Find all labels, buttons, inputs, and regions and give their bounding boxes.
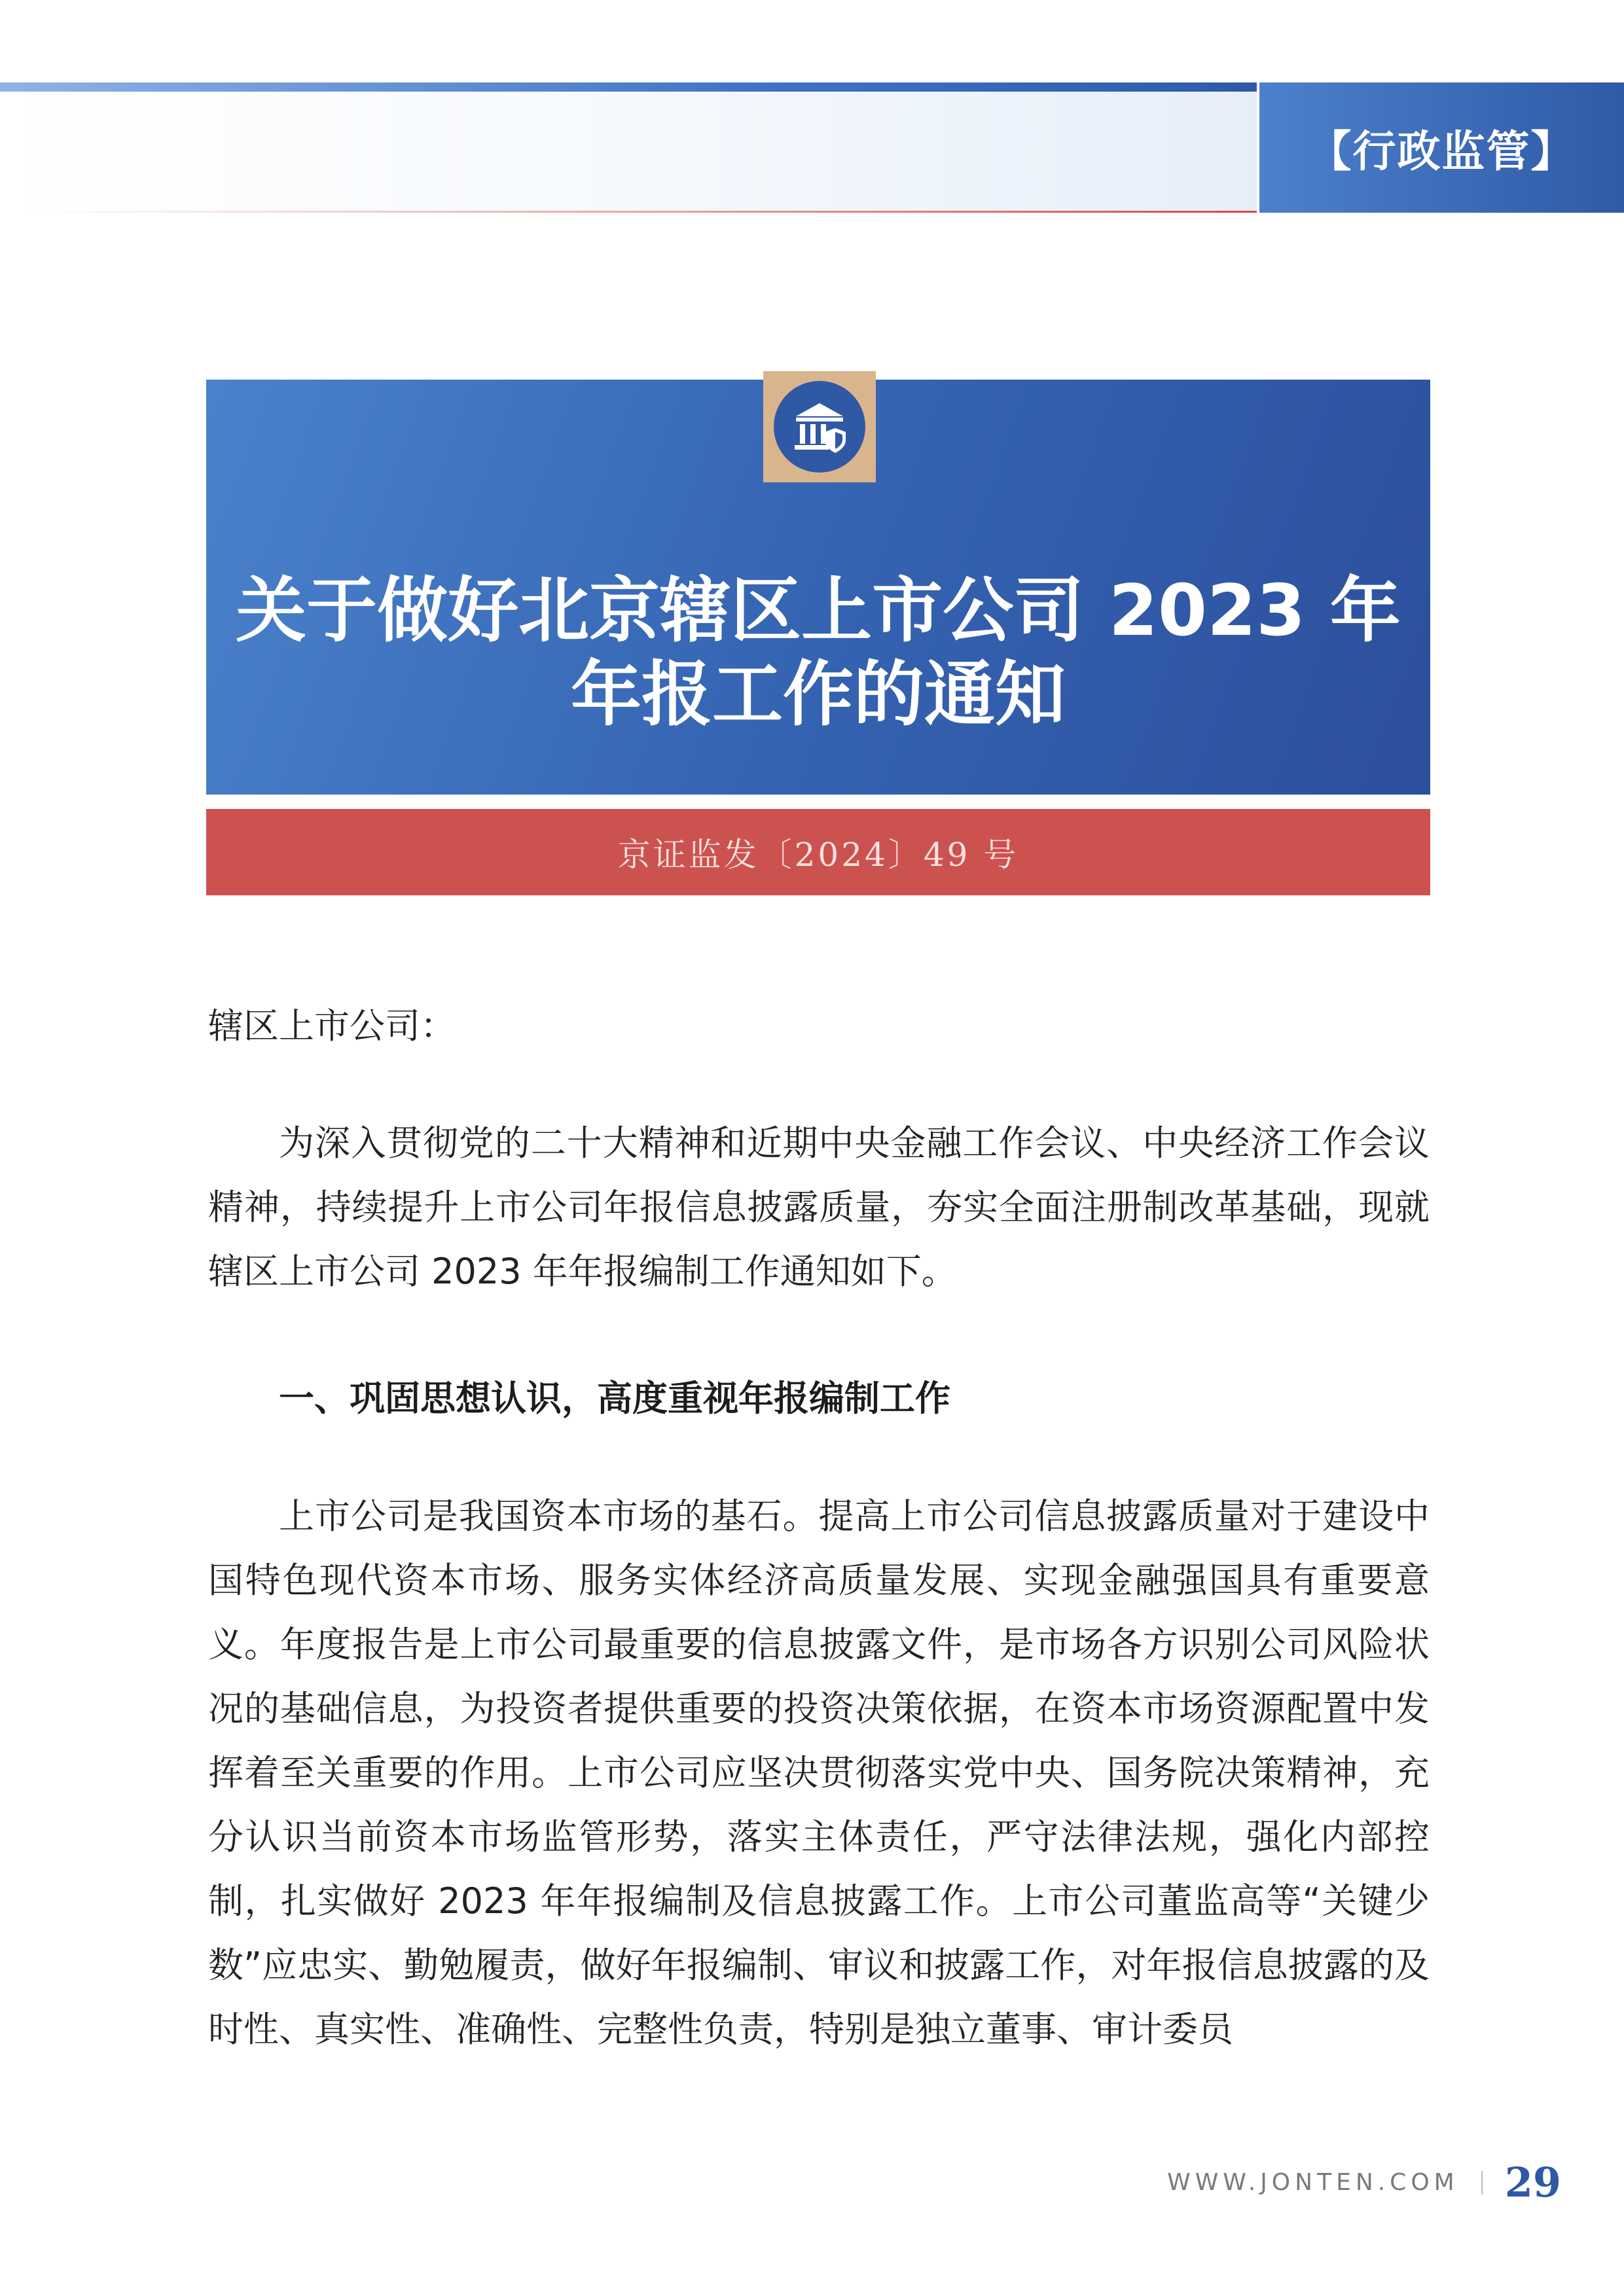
page-number: 29 (1504, 2159, 1561, 2206)
paragraph-section-1: 上市公司是我国资本市场的基石。提高上市公司信息披露质量对于建设中国特色现代资本市场、服务实体经济高质量发展、实现金融强国具有重要意义。年度报告是上市公司最重要的信息披露文件，是市场各方识别公司风险状况的基础信息，为投资者提供重要的投资决策依据，在资本市场资源配置中发挥着至关重要的作用。上市公司应坚决贯彻落实党中央、国务院决策精神，充分认识当前资本市场监管形势，落实主体责任，严守法律法规，强化内部控制，扎实做好 2023 年年报编制及信息披露工作。上市公司董监高等“关键少数”应忠实、勤勉履责，做好年报编制、审议和披露工作，对年报信息披露的及时性、真实性、准确性、完整性负责，特别是独立董事、审计委员 (208, 1496, 1430, 2050)
doc-number: 京证监发〔2024〕49 号 (617, 836, 1019, 874)
section-tag-label: 【行政监管】 (1308, 126, 1576, 177)
header-top-rule (0, 82, 1257, 92)
paragraph-intro: 为深入贯彻党的二十大精神和近期中央金融工作会议、中央经济工作会议精神，持续提升上市公司年报信息披露质量，夯实全面注册制改革基础，现就辖区上市公司 2023 年年报编制工作通知如下。 (208, 1122, 1430, 1292)
footer-divider (1481, 2171, 1483, 2195)
website-link[interactable]: WWW.JONTEN.COM (1167, 2169, 1459, 2196)
salutation: 辖区上市公司： (208, 1005, 456, 1047)
title-badge (763, 371, 876, 482)
page-footer (1167, 2159, 1561, 2206)
section-heading-1: 一、巩固思想认识，高度重视年报编制工作 (279, 1378, 950, 1419)
notice-title: 关于做好北京辖区上市公司 2023 年年报工作的通知 (236, 570, 1401, 736)
bank-shield-icon (774, 381, 865, 473)
doc-number-bar (206, 809, 1430, 895)
header-band (0, 92, 1257, 211)
header-divider-line (39, 211, 1257, 213)
section-tag (1259, 82, 1624, 213)
